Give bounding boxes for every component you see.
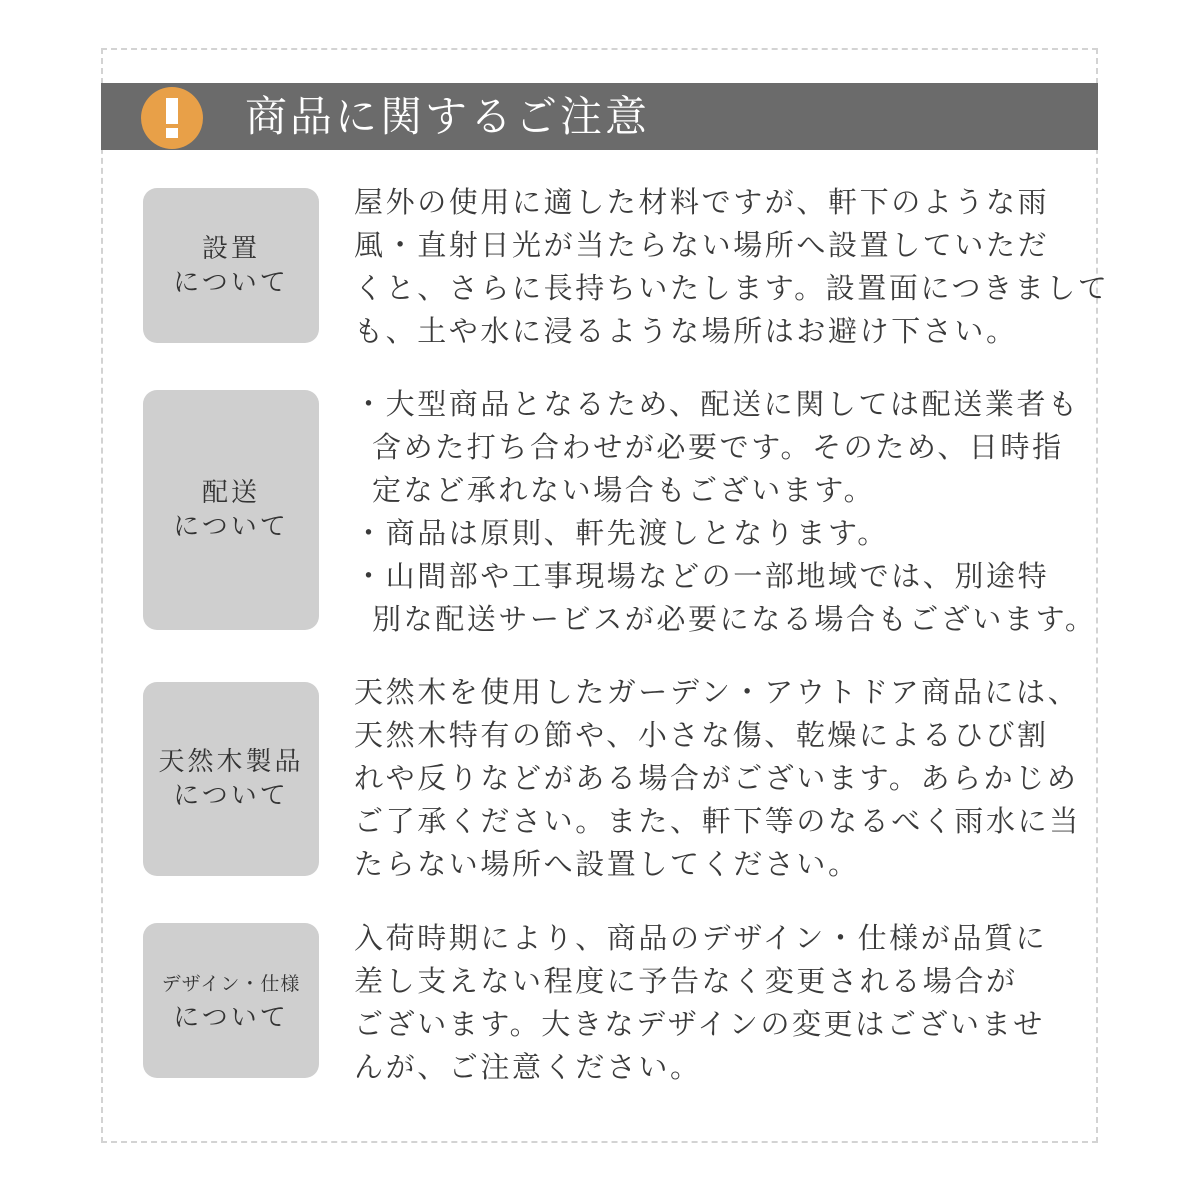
text-line: 別な配送サービスが必要になる場合もございます。 <box>372 602 1097 636</box>
text-line: ・山間部や工事現場などの一部地域では、別途特 <box>354 559 1050 593</box>
text-line: くと、さらに長持ちいたします。設置面につきまして <box>354 271 1110 305</box>
section-text-delivery <box>354 383 1097 641</box>
page-title: 商品に関するご注意 <box>245 92 651 141</box>
section-text-design-spec <box>354 917 1084 1089</box>
section-label-line: について <box>173 512 289 542</box>
section-label-natural-wood <box>143 682 319 876</box>
text-line: 風・直射日光が当たらない場所へ設置していただ <box>354 228 1050 262</box>
text-line: 入荷時期により、商品のデザイン・仕様が品質に <box>354 921 1048 955</box>
text-line: ございます。大きなデザインの変更はございませ <box>354 1007 1045 1041</box>
exclamation-icon <box>141 87 203 149</box>
text-line: 天然木を使用したガーデン・アウトドア商品には、 <box>354 675 1080 709</box>
text-line: も、土や水に浸るような場所はお避け下さい。 <box>354 314 1018 348</box>
section-label-line: 設置 <box>201 233 260 264</box>
text-line: 屋外の使用に適した材料ですが、軒下のような雨 <box>354 185 1050 219</box>
section-label-design-spec <box>143 923 319 1078</box>
section-text-installation <box>354 181 1110 353</box>
text-line: ・大型商品となるため、配送に関しては配送業者も <box>354 387 1080 421</box>
section-text-natural-wood <box>354 671 1084 886</box>
text-line: れや反りなどがある場合がございます。あらかじめ <box>354 761 1079 795</box>
section-label-line: 天然木製品 <box>158 747 304 777</box>
text-line: 天然木特有の節や、小さな傷、乾燥によるひび割 <box>354 718 1049 752</box>
text-line: たらない場所へ設置してください。 <box>354 847 860 881</box>
text-line: 定など承れない場合もございます。 <box>372 473 876 507</box>
text-line: ・商品は原則、軒先渡しとなります。 <box>354 516 889 550</box>
section-label-line: デザイン・仕様 <box>161 972 301 995</box>
text-line: ご了承ください。また、軒下等のなるべく雨水に当 <box>354 804 1081 838</box>
section-label-delivery <box>143 390 319 630</box>
section-label-line: について <box>173 781 289 811</box>
section-label-line: について <box>173 267 289 298</box>
text-line: んが、ご注意ください。 <box>354 1050 702 1084</box>
text-line: 差し支えない程度に予告なく変更される場合が <box>354 964 1018 998</box>
section-label-installation <box>143 188 319 343</box>
section-label-line: について <box>173 1002 289 1033</box>
notice-header <box>101 83 1098 150</box>
text-line: 含めた打ち合わせが必要です。そのため、日時指 <box>372 430 1064 464</box>
section-label-line: 配送 <box>201 478 260 508</box>
